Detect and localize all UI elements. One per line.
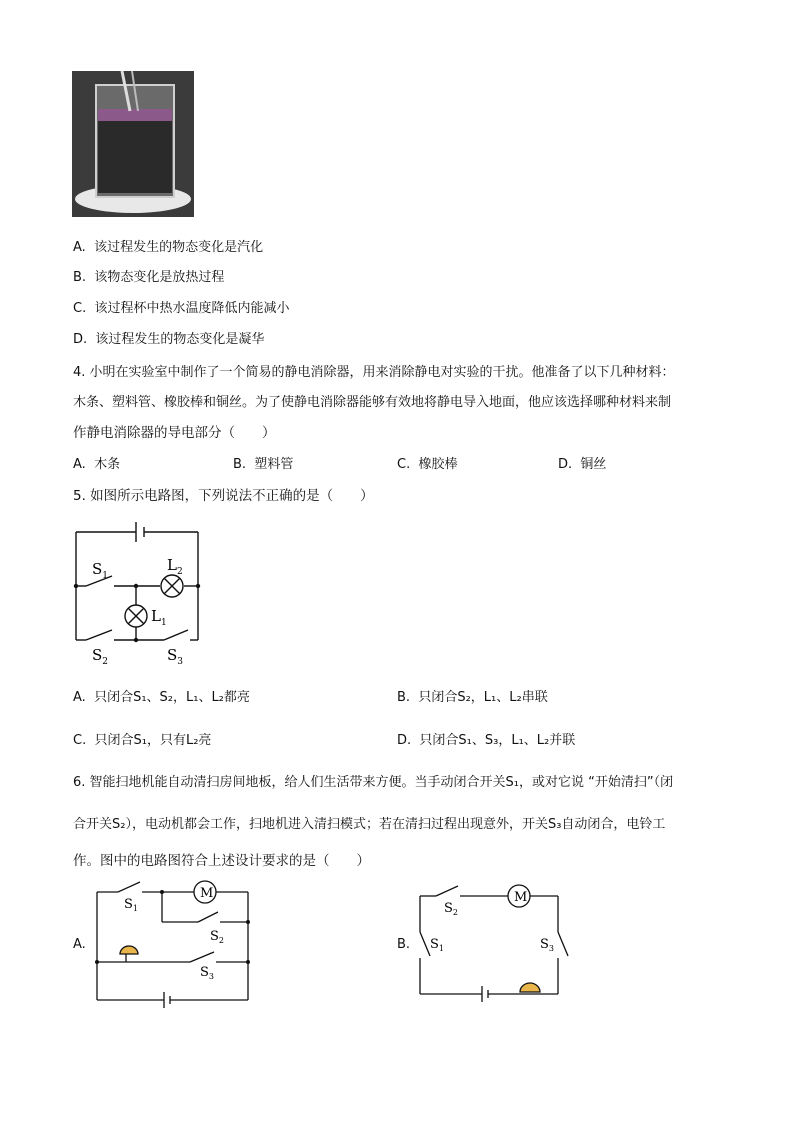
q6a-label-s2: $S_2$ xyxy=(210,929,224,945)
q6b-label-s1: $S_1$ xyxy=(430,937,444,953)
q6-circuit-b xyxy=(412,884,572,1006)
q4-option-d: D. 铜丝 xyxy=(558,457,607,472)
q6b-label-s3: $S_3$ xyxy=(540,937,554,953)
beaker-photo xyxy=(72,71,194,217)
q6-stem-line2: 合开关S₂），电动机都会工作，扫地机进入清扫模式；若在清扫过程出现意外，开关S₃自动闭合，电铃工 xyxy=(73,817,666,832)
q5-label-s2: $S_2$ xyxy=(92,646,109,667)
q6-stem-line1: 6. 智能扫地机能自动清扫房间地板，给人们生活带来方便。当手动闭合开关S₁，或对它说 “开始清扫”（闭 xyxy=(73,775,674,790)
q4-stem-line1: 4. 小明在实验室中制作了一个简易的静电消除器，用来消除静电对实验的干扰。他准备了以下几种材料： xyxy=(73,365,675,380)
q5-circuit-diagram xyxy=(60,510,220,670)
q4-option-c: C. 橡胶棒 xyxy=(397,457,458,472)
q5-label-s3: $S_3$ xyxy=(167,646,184,667)
q6a-label-s3: $S_3$ xyxy=(200,965,214,981)
q5-option-c: C. 只闭合S₁，只有L₂亮 xyxy=(73,733,212,748)
q4-stem-line3: 作静电消除器的导电部分（ ） xyxy=(73,425,276,441)
q6a-label-s1: $S_1$ xyxy=(124,897,138,913)
q6-circuit-a xyxy=(90,876,260,1008)
q6a-motor-m: M xyxy=(200,886,214,901)
q5-option-b: B. 只闭合S₂，L₁、L₂串联 xyxy=(397,690,548,705)
q6b-motor-m: M xyxy=(514,890,528,905)
q5-option-d: D. 只闭合S₁、S₃，L₁、L₂并联 xyxy=(397,733,576,748)
q3-option-d: D. 该过程发生的物态变化是凝华 xyxy=(73,332,265,347)
q4-stem-line2: 木条、塑料管、橡胶棒和铜丝。为了使静电消除器能够有效地将静电导入地面，他应该选择哪种材料来制 xyxy=(73,395,672,410)
q5-option-a: A. 只闭合S₁、S₂，L₁、L₂都亮 xyxy=(73,690,250,705)
q6-stem-line3: 作。图中的电路图符合上述设计要求的是（ ） xyxy=(73,853,370,869)
q3-option-b: B. 该物态变化是放热过程 xyxy=(73,270,225,285)
q6-option-b-label: B. xyxy=(397,937,411,952)
q5-label-l2: $L_2$ xyxy=(167,556,183,577)
q4-option-b: B. 塑料管 xyxy=(233,457,294,472)
q4-option-a: A. 木条 xyxy=(73,457,121,472)
q6-option-a-label: A. xyxy=(73,937,86,952)
q6b-label-s2: $S_2$ xyxy=(444,901,458,917)
q5-label-s1: $S_1$ xyxy=(92,560,109,581)
q5-stem: 5. 如图所示电路图，下列说法不正确的是（ ） xyxy=(73,488,374,504)
q3-option-a: A. 该过程发生的物态变化是汽化 xyxy=(73,240,264,255)
q3-option-c: C. 该过程杯中热水温度降低内能减小 xyxy=(73,301,290,316)
q5-label-l1: $L_1$ xyxy=(151,607,167,628)
